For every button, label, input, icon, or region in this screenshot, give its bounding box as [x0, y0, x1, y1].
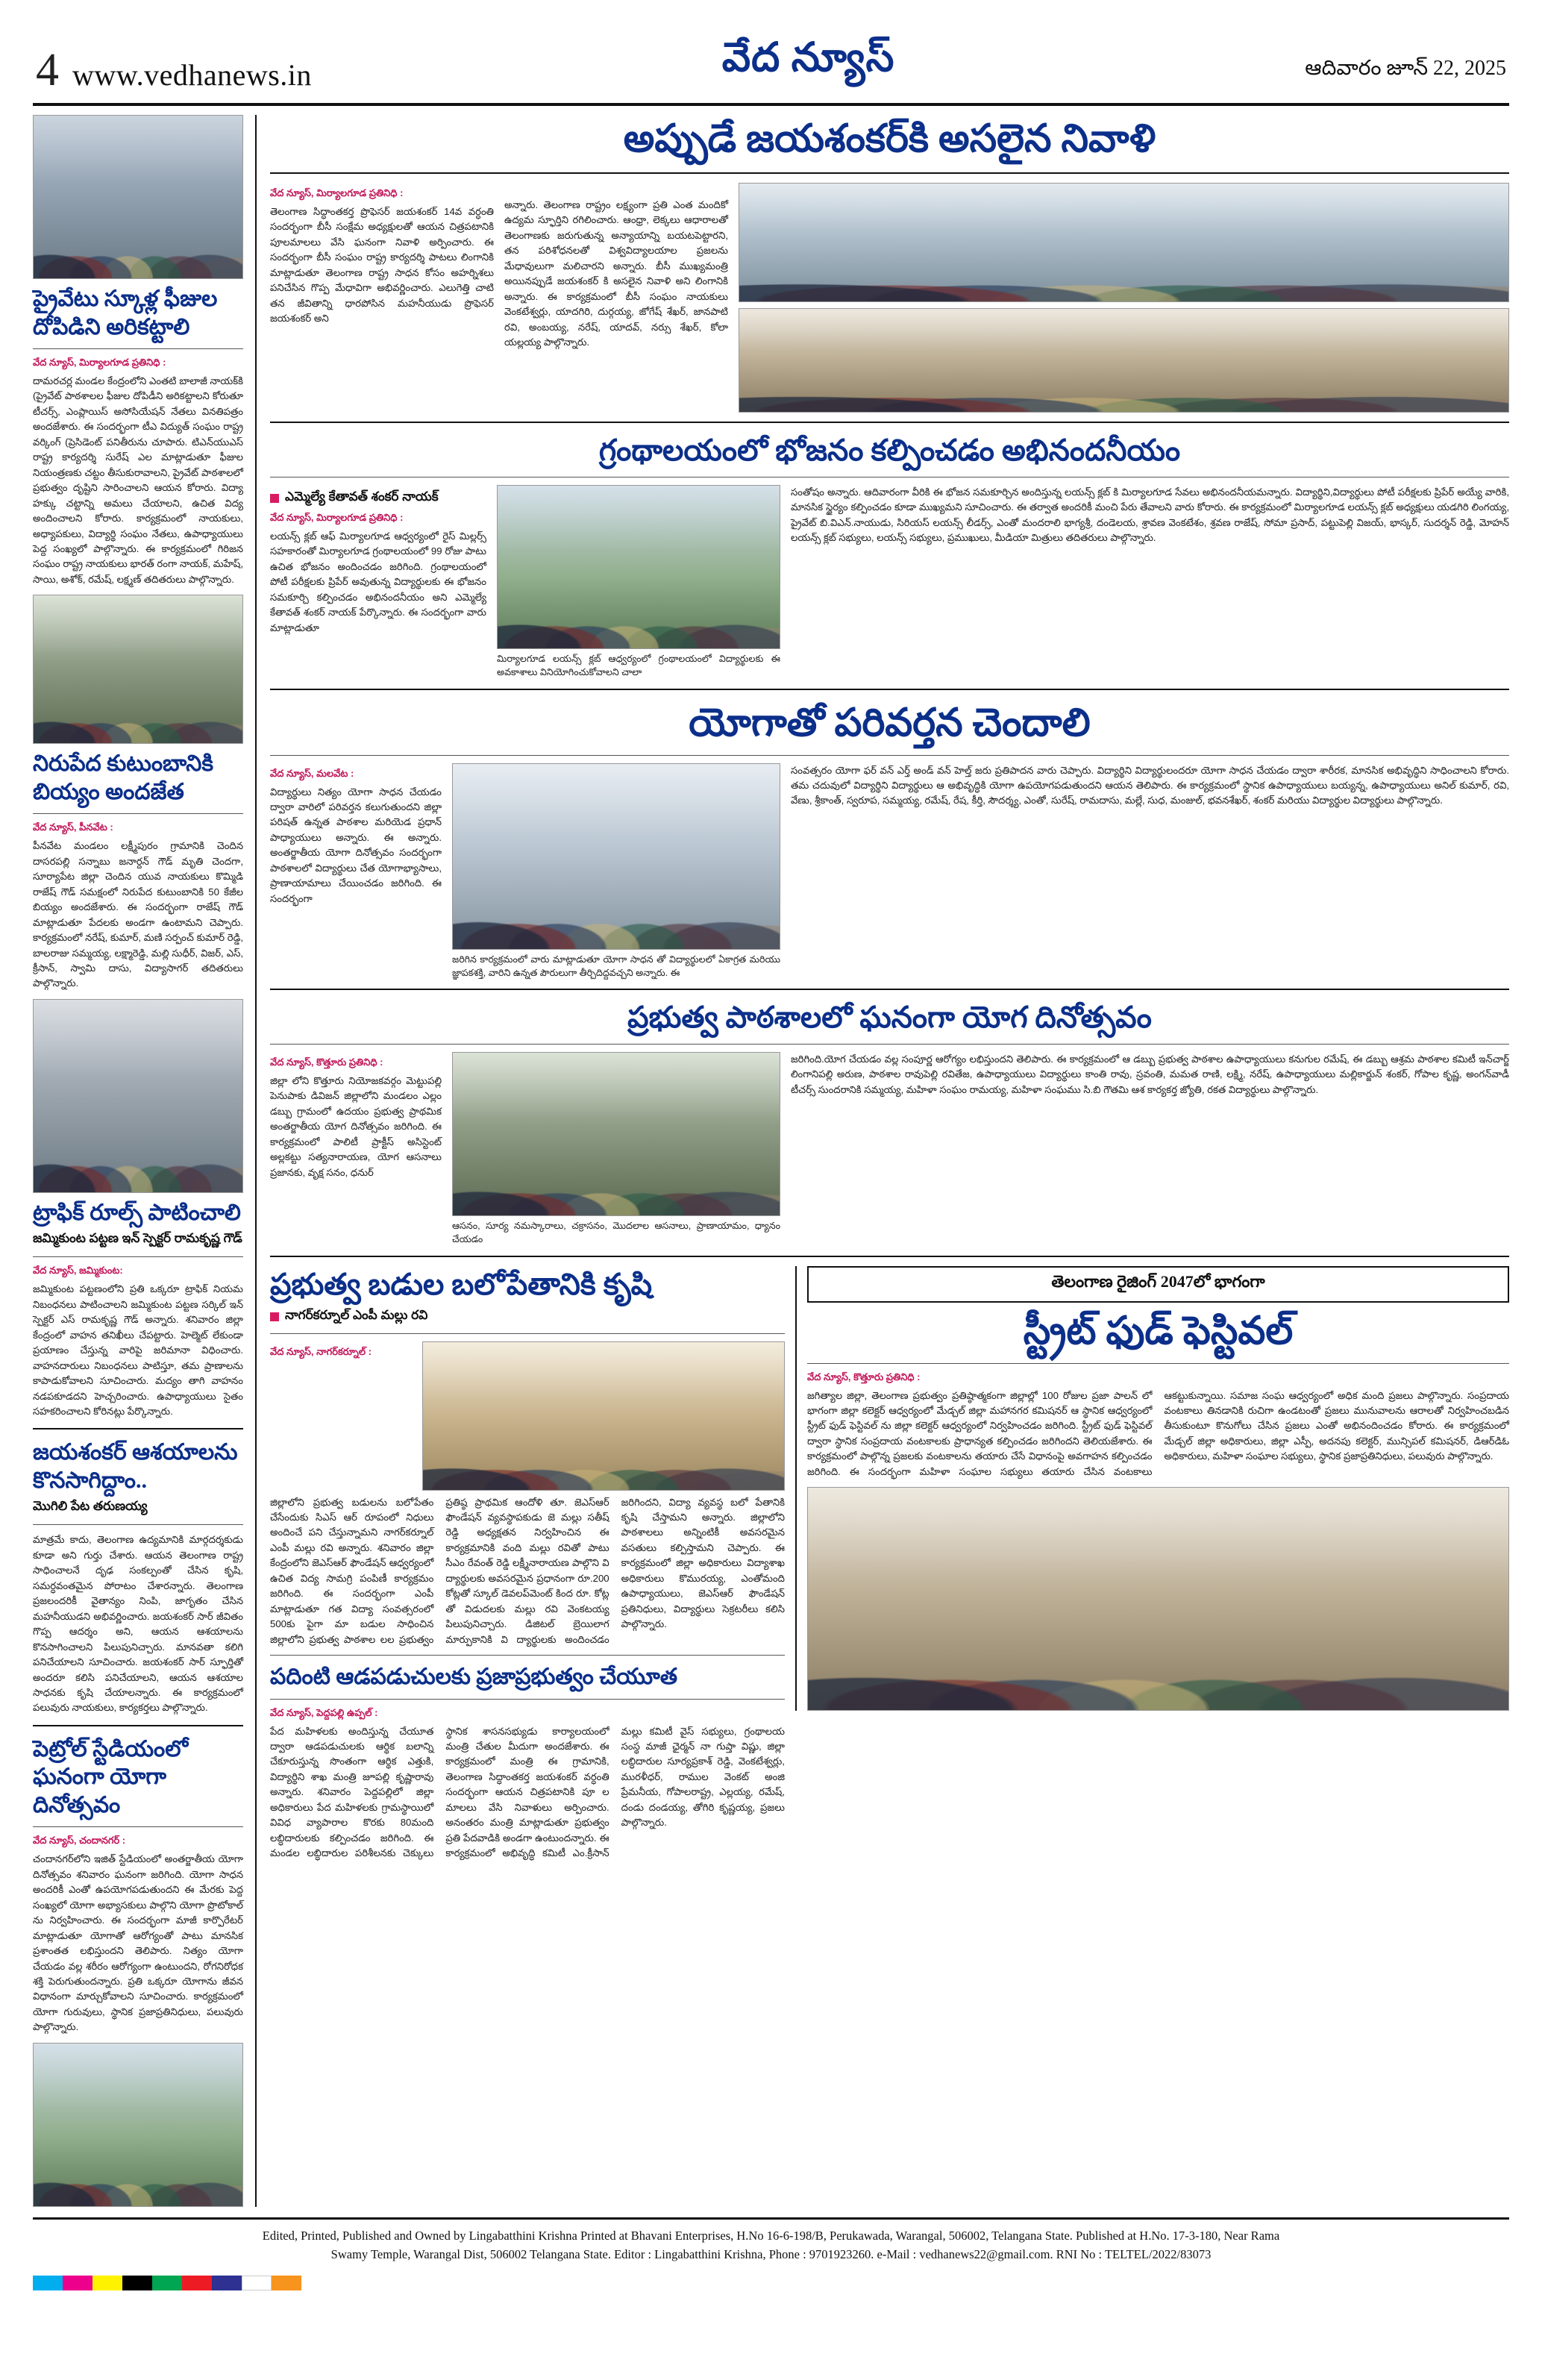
- bottom-section: [270, 1266, 1509, 1861]
- byline: వేద న్యూస్, మిర్యాలగూడ ప్రతినిధి :: [270, 512, 404, 523]
- byline: వేద న్యూస్, జమ్మికుంట:: [33, 1265, 123, 1277]
- headline: పెట్రోల్ స్టేడియంలో ఘనంగా యోగా దినోత్సవం: [33, 1736, 189, 1817]
- story-govt-school-yoga-day: [270, 999, 1509, 1247]
- photo-street-food-festival: [807, 1487, 1509, 1711]
- story-mp-schools: [270, 1266, 785, 1861]
- article-body-cont: సంవత్సరం యోగా ఫర్ వన్ ఎర్త్ అండ్ వన్ హెల్త్ జరు ప్రతిపాదన వారు చెప్పారు. విద్యార్థిని విద్యార్థులందరూ యోగా సాధన చేయడం ద్వారా శారీరక, మానసిక అభివృద్ధిని సాధించాలని కోరారు. తమ చదువులో విద్యార్థిని విద్యార్థులు ఆ అభివృద్ధికి యోగా ఉపయోగపడుతుందని ఆయన తెలిపారు. ఈ కార్యక్రమంలో స్థానిక ఉపాధ్యాయులు బయ్యన్న, ఉపాధ్యాయులు అనిల్ కుమార్, రవి, వేణు, శ్రీకాంత్, స్వరూప, సమ్మయ్య, రమేష్, రేష, కీర్తి, సౌదర్శ్య, ఎంతో, సురేష్, రామదాసు, మల్లే, సుధ, మంజుల్, భవనశేఖర్, శంకర్ మరియు విద్యార్థుల విద్యార్థులు పాల్గొన్నారు.: [791, 764, 1509, 807]
- article-jayashankar-ideals: [33, 1438, 243, 1715]
- subhead-text: జమ్మికుంట పట్టణ ఇన్ స్పెక్టర్ రామకృష్ణ గౌడ్: [33, 1231, 242, 1246]
- article-body: జిల్లా లోని కొత్తూరు నియోజకవర్గం మెట్టుపల్లి పెనుపాకు డివిజన్ జిల్లాలోని మండలం ఎల్లం డబ్బు గ్రామంలో ఉదయం ప్రభుత్వ ప్రాథమిక అంతర్జాతీయ యోగ దినోత్సవం జరిగింది. ఈ కార్యక్రమంలో పాలిటీ ప్రాక్టీస్ అసిస్టెంట్ అల్లకట్టు సత్యనారాయణ, యోగ ఆసనాలు ప్రజానకు, వృక్ష సనం, ధనుర్: [270, 1075, 442, 1178]
- article-body: జగిత్యాల జిల్లా, తెలంగాణ ప్రభుత్వం ప్రతిష్ఠాత్మకంగా జిల్లాల్లో 100 రోజుల ప్రజా పాలన్ లో భాగంగా జిల్లా కలెక్టర్ ఆధ్వర్యంలో మేడ్చల్ జిల్లా మహానగర కమిషనర్ ఆ స్థానిక ఆధ్వర్యంలో స్ట్రీట్ ఫుడ్ ఫెస్టివల్ ను జిల్లా కలెక్టర్ ఆధ్వర్యంలో నిర్వహించడం జరిగింది. స్ట్రీట్ ఫుడ్ ఫెస్టివల్ ద్వారా స్థానిక సంప్రదాయ వంటకాలకు ప్రాధాన్యత కల్పించడం జరిగిందని తెలియజేశారు. ఈ కార్యక్రమంలో పాల్గొన్న ప్రజలకు వంటకాలను తయారు చేసే విధానంపై అవగాహన కల్పించడం జరిగింది. ఈ సందర్భంగా మహిళా సంఘాల సభ్యులు తయారు చేసిన వంటకాలు ఆకట్టుకున్నాయి. సమాజ సంఘ ఆధ్వర్యంలో అధిక మంది ప్రజలు పాల్గొన్నారు. సంప్రదాయ వంటకాలు తినడానికి రుచిగా ఉండటంతో ప్రజలు మునువాలను ఆరాలతో నిర్వహించబడిన తీసుకుంటూ కొనుగోలు చేసిన ప్రజలు ఎంతో అభినందించడం కోరారు. ఈ కార్యక్రమంలో మేడ్చల్ జిల్లా అధికారులు, జిల్లా ఎస్పీ, అదనపు కలెక్టర్, మున్సిపల్ కమిషనర్, డిఆర్‌డిఓ అధికారులు, మహిళా సంఘాల సభ్యులు, స్థానిక ప్రజాప్రతినిధులు, పలువురు పాల్గొన్నారు.: [807, 1389, 1509, 1477]
- headline: నిరుపేద కుటుంబానికి బియ్యం అందజేత: [33, 751, 213, 804]
- article-body-cont: సంతోషం అన్నారు. ఆదివారంగా వీరికి ఈ భోజన సమకూర్చిన అందిస్తున్న లయన్స్ క్లబ్ కి మిర్యాలగూడ సేవలు అభినందనీయమన్నారు. విద్యార్థిని,విద్యార్థులు పోటీ పరీక్షలకు ప్రిపేర్ అయ్యే వారికి, మానసిక స్థైర్యం కల్పించడం కూడా ముఖ్యమని సూచించారు. ఈ తర్వాత అందరికీ మంచి పేరు తేవాలని వారు కోరారు. ఈ కార్యక్రమంలో మిర్యాలగూడ లయన్స్ క్లబ్ అధ్యక్షులు యడగిరి లింగయ్య, ప్రైవేట్ బి.విఎన్.నాయుడు, సిరియస్ లయన్స్ లీడర్స్, ఎంతో మందరాలి భాగ్యశ్రీ, దండెలయ, శ్రావణ వెంకటేశం, శ్రవణ రాజేష్, సోమా ప్రసాద్, పట్టుపెల్లి విజయ్, భాస్కర్, సుదర్శన్ రెడ్డి, మోహన్ లయన్స్ క్లబ్ సభ్యులు, లయన్స్ సభ్యులు, ప్రముఖులు, మీడియా మిత్రులు తదితరులు పాల్గొన్నారు.: [791, 486, 1509, 544]
- kicker-text: తెలంగాణ రైజింగ్ 2047లో భాగంగా: [1051, 1271, 1265, 1291]
- article-body: తెలంగాణ సిద్ధాంతకర్త ప్రొఫెసర్ జయశంకర్ 14వ వర్ధంతి సందర్భంగా బీసీ సంక్షేమ అధ్యక్షులతో ఆయన చిత్రపటానికి పూలమాలలు వేసి ఘనంగా నివాళి అర్పించారు. ఈ సందర్భంగా బీసీ సంఘం రాష్ట్ర కార్యదర్శి పాటలు లింగానికి మాట్లాడుతూ తెలంగాణ రాష్ట్ర సాధన కోసం అహర్నిశలు పనిచేసిన గొప్ప మేధావిగా అభివర్ణించారు. ఎలుగెత్తి చాటి తన జీవితాన్ని ధారపోసిన మహనీయుడు ప్రొఫెసర్ జయశంకర్ అని: [270, 206, 494, 325]
- headline-women-support: పదింటి ఆడపడుచులకు ప్రజాప్రభుత్వం చేయూత: [270, 1665, 678, 1690]
- subhead-text: మొగిలి పేట తరుణయ్య: [33, 1499, 148, 1514]
- story4-text-right: [791, 1052, 1509, 1097]
- photo-traffic-police: [33, 999, 243, 1193]
- color-bar-magenta: [63, 2276, 93, 2290]
- story4-photo-col: [452, 1052, 780, 1247]
- story2-photo-col: [497, 485, 780, 680]
- story2-text-left: [270, 485, 486, 636]
- photo-jsr-foundation-event: [422, 1341, 785, 1491]
- photo-library-meal-serving: [497, 485, 780, 649]
- left-column: [33, 115, 257, 2207]
- article-body: మాత్రమే కాదు, తెలంగాణ ఉద్యమానికి మార్గదర్శకుడు కూడా అని గుర్తు చేశారు. ఆయన తెలంగాణ రాష్ట్ర సాధించాలనే దృఢ సంకల్పంతో చేసిన కృషి, సమర్ధవంతమైన పోరాటం చేశారన్నారు. తెలంగాణ ప్రజలందరికీ వైతాన్యం నింపి, జాగృతం చేసిన మహనీయుడని అభివర్ణించారు. జయశంకర్ సార్ జీవితం గొప్ప ఆదర్శం అని, ఆయన ఆశయాలను కొనసాగించాలని పిలుపునిచ్చారు. మానవతా కలిగి పనిచేయాలని సూచించారు. జయశంకర్ సార్ స్ఫూర్తితో అందరూ కలిసి పనిచేయాలని, ఆయన ఆశయాల సాధనకు కృషి చేయాలన్నారు. ఈ కార్యక్రమంలో పలువురు నాయకులు, కార్యకర్తలు పాల్గొన్నారు.: [33, 1534, 243, 1714]
- article-body: విద్యార్థులు నిత్యం యోగా సాధన చేయడం ద్వారా వారిలో పరివర్తన కలుగుతుందని జిల్లా పరిషత్ ఉన్నత పాఠశాల మరియెడ ప్రధాన్ పాధ్యాయులు అన్నారు. ఈ అన్నారు. అంతర్జాతీయ యోగా దినోత్సవం సందర్భంగా పాఠశాలలో విద్యార్థులు చేత యోగాభ్యాసాలు, ప్రాణాయామాలు చేయించడం జరిగింది. ఈ సందర్భంగా: [270, 786, 442, 904]
- byline: వేద న్యూస్, కొత్తూరు ప్రతినిధి :: [807, 1371, 921, 1382]
- headline: యోగాతో పరివర్తన చెందాలి: [689, 701, 1091, 745]
- photo-caption: జరిగిన కార్యక్రమంలో వారు మాట్లాడుతూ యోగా సాధన తో విద్యార్థులలో ఏకాగ్రత మరియు జ్ఞాపకశక్తి, వారిని ఉన్నత పౌరులుగా తీర్చిదిద్దవచ్చని అన్నారు. ఈ: [452, 953, 780, 978]
- byline: వేద న్యూస్, మలవేట :: [270, 767, 354, 779]
- subheadline: [270, 489, 486, 507]
- article-traffic-rules: [33, 1199, 243, 1420]
- story2-text-right: [791, 485, 1509, 546]
- article-body: జిల్లాలోని ప్రభుత్వ బడులను బలోపేతం చేసేందుకు సిఎస్ ఆర్ రూపంలో నిధులు అందించే పని చేస్తున్నామని నాగర్‌కర్నూల్ ఎంపీ మల్లు రవి అన్నారు. శనివారం జిల్లా కేంద్రంలోని జెఎస్ఆర్ ఫౌండేషన్ ఆధ్వర్యంలో ఉచిత విద్య సామగ్రి పంపిణీ కార్యక్రమం జరిగింది. ఈ సందర్భంగా ఎంపీ మాట్లాడుతూ గత విద్యా సంవత్సరంలో 500కు పైగా మా బడుల సాధించిన జిల్లాలోని ప్రభుత్వ పాఠశాల లల ప్రభుత్వం ప్రతిష్ఠ ప్రాథమిక ఆందోళి తూ. జెఎస్ఆర్ ఫౌండేషన్ వ్యవస్థాపకుడు జె మల్లు సతీష్ రెడ్డి అధ్యక్షతన నిర్వహించిన ఈ కార్యక్రమానికి వంది మల్లు రవితో పాటు సీఎం రేవంత్ రెడ్డి లక్ష్మీనారాయణ పాల్గొని వి ద్యార్థులకు అవసరమైన ప్రధానంగా రూ.200 కోట్లతో స్కూల్ డెవలప్‌మెంట్ కింద రూ. కోట్ల తో విడుదలకు మల్లు రవి వెంకటయ్య పిలుపునిచ్చారు. డిజిటల్ బ్రెయిలాగ మార్పుకానికి వి ద్యార్థులకు అందించడం జరిగిందని, విద్యా వ్యవస్థ బలో పేతానికి కృషి చేస్తామని అన్నారు. జిల్లాలోని పాఠశాలలు అన్నింటికీ అవసరమైన వసతులు కల్పిస్తామని చెప్పారు. ఈ కార్యక్రమంలో జిల్లా అధికారులు విద్యాశాఖ అధికారులు కొమురయ్య, ఎంతోమంది ఉపాధ్యాయులు, జెఎస్ఆర్ ఫౌండేషన్ ప్రతినిధులు, విద్యార్థులు సెక్రటరీలు కలిసి పాల్గొన్నారు.: [270, 1496, 785, 1645]
- story2-row: [270, 485, 1509, 680]
- bullet-square-icon: [270, 494, 279, 503]
- headline: స్ట్రీట్ ఫుడ్ ఫెస్టివల్: [1023, 1309, 1294, 1353]
- color-bar-white: [242, 2276, 272, 2290]
- byline: వేద న్యూస్, మిర్యాలగూడ ప్రతినిధి :: [270, 187, 404, 198]
- photo-yoga-stadium: [33, 2043, 243, 2207]
- color-bar-cyan: [33, 2276, 63, 2290]
- story3-row: [270, 763, 1509, 980]
- photo-caption: ఆసనం, సూర్య నమస్కారాలు, చక్రాసనం, మొదలాల ఆసనాలు, ప్రాణాయామం, ధ్యానం చేయడం: [452, 1221, 780, 1245]
- article-body: జమ్మికుంట పట్టణంలోని ప్రతి ఒక్కరూ ట్రాఫిక్ నియమ నిబంధనలు పాటించాలని జమ్మికుంట పట్టణ సర్కిల్ ఇన్ స్పెక్టర్ ఎస్ రామకృష్ణ గౌడ్ అన్నారు. శనివారం జిల్లా కేంద్రంలో వాహన తనిఖీలు చేపట్టారు. హెల్మెట్ లేకుండా ప్రయాణం చేస్తున్న వారిపై జరిమానా విధించారు. వాహనదారులు నిబంధనలు పాటిస్తూ, తమ ప్రాణాలను కాపాడుకోవాలని సూచించారు. మద్యం తాగి వాహనం నడపకూడదని హెచ్చరించారు. ఉపాధ్యాయులు సైతం సహకరించాలని కోరినట్లు పేర్కొన్నారు.: [33, 1283, 243, 1417]
- photo-caption: మిర్యాలగూడ లయన్స్ క్లబ్ ఆధ్వర్యంలో గ్రంథాలయంలో విద్యార్థులకు ఈ అవకాశాలు వినియోగించుకోవాలని చాలా: [497, 654, 780, 678]
- story4-row: [270, 1052, 1509, 1247]
- story5-text: [270, 1341, 412, 1363]
- color-bar-red: [182, 2276, 212, 2290]
- byline: వేద న్యూస్, మిర్యాలగూడ ప్రతినిధి :: [33, 357, 166, 368]
- byline: వేద న్యూస్, పెద్దపల్లి ఉప్పల్ :: [270, 1706, 378, 1718]
- photo-yoga-session: [452, 763, 780, 950]
- story-library-meals: [270, 432, 1509, 680]
- footer-imprint: [33, 2217, 1509, 2269]
- publication-title: వేద న్యూస్: [721, 35, 895, 80]
- subhead-text: నాగర్‌కర్నూల్ ఎంపీ మల్లు రవి: [285, 1307, 428, 1322]
- headline: గ్రంథాలయంలో భోజనం కల్పించడం అభినందనీయం: [598, 433, 1181, 467]
- headline: జయశంకర్ ఆశయాలను కొనసాగిద్దాం..: [33, 1440, 238, 1493]
- headline: ట్రాఫిక్ రూల్స్ పాటించాలి: [33, 1200, 241, 1225]
- color-bar-orange: [272, 2276, 301, 2290]
- kicker-box: [807, 1266, 1509, 1303]
- story5-photo-col: [422, 1341, 785, 1491]
- lead-text-left: [270, 183, 494, 327]
- story-yoga-transformation: [270, 699, 1509, 980]
- photo-school-yoga: [452, 1052, 780, 1216]
- lead-story: [270, 115, 1509, 413]
- byline: వేద న్యూస్, నాగర్‌కర్నూల్ :: [270, 1345, 372, 1357]
- photo-garland-tribute-1: [739, 183, 1509, 302]
- subhead-text: ఎమ్మెల్యే కేతావత్ శంకర్ నాయక్: [285, 489, 439, 504]
- byline: వేద న్యూస్, చందానగర్ :: [33, 1835, 126, 1847]
- subheadline: [33, 1499, 243, 1517]
- photo-felicitation: [33, 115, 243, 279]
- byline: వేద న్యూస్, పీనవేట :: [33, 821, 113, 833]
- bullet-square-icon: [270, 1312, 279, 1321]
- color-bar-black: [122, 2276, 152, 2290]
- headline: ప్రైవేటు స్కూళ్ల ఫీజుల దోపిడిని అరికట్టాలి: [33, 286, 218, 339]
- article-rice-donation: [33, 750, 243, 992]
- page-number: 4: [36, 45, 59, 95]
- story3-text-left: [270, 763, 442, 907]
- masthead-left: [36, 45, 312, 95]
- page-body: [33, 106, 1509, 2207]
- lead-row: [270, 183, 1509, 413]
- footer-line-1: Edited, Printed, Published and Owned by Lingabatthini Krishna Printed at Bhavani Enterprises, H.No 16-6-198/B, Perukawada, Warangal, 506002, Telangana State. Published at H.No. 17-3-180, Near Rama: [262, 2228, 1280, 2243]
- color-bar-green: [152, 2276, 182, 2290]
- lead-headline: అప్పుడే జయశంకర్‌కి అసలైన నివాళి: [623, 118, 1156, 160]
- article-private-school-fees: [33, 285, 243, 587]
- article-body: లయన్స్ క్లబ్ ఆఫ్ మిర్యాలగూడ ఆధ్వర్యంలో రైస్ మిల్లర్స్ సహకారంతో మిర్యాలగూడ గ్రంథాలయంలో 99 రోజు పాటు ఉచిత భోజనం అందించడం జరిగింది. గ్రంథాలయంలో పోటీ పరీక్షలకు ప్రిపేర్ అవుతున్న విద్యార్థులకు ఈ భోజనం సమకూర్చి కల్పించడం అభినందనీయం అని ఎమ్మెల్యే కేతావత్ శంకర్ నాయక్ పేర్కొన్నారు. ఈ సందర్భంగా వారు మాట్లాడుతూ: [270, 530, 486, 633]
- subheadline: [270, 1308, 785, 1326]
- article-body: పీనవేట మండలం లక్ష్మీపురం గ్రామానికి చెందిన దాసరపల్లి సన్నాబు జనార్దన్ గౌడ్ మృతి చెందగా, సూర్యాపేట జిల్లా చెందిన యువ నాయకులు కొమ్మిడి రాజేష్ గౌడ్ సమక్షంలో నిరుపేద కుటుంబానికి 50 కేజీల బియ్యం అందజేశారు. ఈ సందర్భంగా రాజేష్ గౌడ్ మాట్లాడుతూ పేదలకు అండగా ఉంటామని చెప్పారు. కార్యక్రమంలో నరేష్, కుమార్, మణి సర్పంచ్ కుమార్ రెడ్డి, బాలరాజు సమ్మయ్య, లక్ష్మారెడ్డి, మల్లి సుధీర్, విజర్, ఎస్, క్రీసాన్, స్వామి దాసు, విద్యాసాగర్ తదితరులు పాల్గొన్నారు.: [33, 840, 243, 989]
- article-petrol-stadium-yoga: [33, 1735, 243, 2035]
- lead-photos: [739, 183, 1509, 413]
- photo-garland-tribute-2: [739, 308, 1509, 413]
- story3-text-right: [791, 763, 1509, 809]
- color-bar-yellow: [93, 2276, 122, 2290]
- byline: వేద న్యూస్, కొత్తూరు ప్రతినిధి :: [270, 1056, 383, 1068]
- story4-text-left: [270, 1052, 442, 1180]
- color-registration-bars: [33, 2276, 301, 2290]
- headline: ప్రభుత్వ బడుల బలోపేతానికి కృషి: [270, 1267, 653, 1301]
- article-body-cont: జరిగింది.యోగ చేయడం వల్ల సంపూర్ణ ఆరోగ్యం లభిస్తుందని తెలిపారు. ఈ కార్యక్రమంలో ఆ డబ్బు ప్రభుత్వ పాఠశాల ఉపాధ్యాయులు కనుగుల రమేష్, ఈ డబ్బు ఆశ్రమ పాఠశాల కమిటీ ఇన్‌చార్జ్ లింగానిపల్లి అరుణ, పాఠశాల రావుపెల్లి రవితేజ, ఉపాధ్యాయులు విద్యార్థులు కాంతి రావు, స్రవంతి, మమత రాణి, లక్ష్మి, నరేష్, ఉపాధ్యాయులు మల్లికార్జున్ శంకర్, గోపాల కృష్ణ, అంగన్‌వాడీ టీచర్స్ సుందరానికి సమ్మయ్య, మహిళా సంఘం రామయ్య, మహిళా సంఘము సి.బి గౌతమి ఆశ కార్యకర్త జ్యోతి, రకత విద్యార్థులు పాల్గొన్నారు.: [791, 1053, 1509, 1095]
- color-bar-blue: [212, 2276, 242, 2290]
- photo-rice-distribution: [33, 595, 243, 744]
- story3-photo-col: [452, 763, 780, 980]
- subheadline: [33, 1231, 243, 1249]
- main-column: [257, 115, 1509, 2207]
- masthead: [33, 28, 1509, 106]
- story-street-food-festival: [795, 1266, 1509, 1712]
- website-url[interactable]: www.vedhanews.in: [72, 58, 312, 92]
- footer-line-2: Swamy Temple, Warangal Dist, 506002 Telangana State. Editor : Lingabatthini Krishna, Phone : 9701923260. e-Mail : vedhanews22@gmail.com. RNI No : TELTEL/2022/83073: [330, 2246, 1212, 2261]
- article-body-cont: అన్నారు. తెలంగాణ రాష్ట్రం లక్ష్యంగా ప్రతి ఎంత మందికో ఉద్యమ స్ఫూర్తిని రగిలించారు. ఆంధ్రా, లెక్కలు ఆధారాలతో తెలంగాణకు జరుగుతున్న అన్యాయాన్ని బయటపెట్టారని, తన పరిశోధనలతో విశ్వవిద్యాలయాల ప్రజలను మేధావులుగా మలిచారని అన్నారు. బీసీ ముఖ్యమంత్రి అయినప్పుడే జయశంకర్ కి అసలైన నివాళి అని లింగానికి అన్నారు. ఈ కార్యక్రమంలో బీసీ సంఘం నాయకులు వెంకటేశ్వర్లు, యాదగిరి, దుర్గయ్య, జోగేష్ శేఖర్, జానపాటి రవి, అంబయ్య, నరేష్, యాదవ్, నర్సు శేఖర్, కోలా యల్లయ్య పాల్గొన్నారు.: [504, 199, 728, 348]
- article-body: దామరచర్ల మండల కేంద్రంలోని ఎంతటి బాలాజీ నాయక్‌కి (ప్రైవేట్ పాఠశాలల ఫీజుల దోపిడీని అరికట్టాలని కోరుతూ టీచర్స్, ఎంప్లాయిస్ అసోసియేషన్ నేతలు వినతిపత్రం అందజేశారు. ఈ సందర్భంగా టీఎ విద్యుత్ సంఘం రాష్ట్ర వర్కింగ్ (ప్రెసిడెంట్ పనితీరును చూపారు. టిఎన్‌యుఎస్ రాష్ట్ర కార్యదర్శి సురేష్ ఎల మాట్లాడుతూ ఫీజుల నియంత్రణకు చట్టం తీసుకురావాలని, ప్రైవేట్ పాఠశాలలో ప్రభుత్వం దృష్టిని సారించాలని ఆయన కోరారు. విద్యా హక్కు చట్టాన్ని అమలు చేయాలని, ఉచిత విద్య అందించాలని కోరారు. కార్యక్రమంలో నాయకులు, అధ్యాపకులు, విద్యార్థి సంఘం నేతలు, ఉపాధ్యాయులు పెద్ద సంఖ్యలో పాల్గొన్నారు. ఈ కార్యక్రమంలో గిరిజన సంఘం రాష్ట్ర నాయకులు భారత్ రంగా నాయక్, మహేష్, సాయి, అశోక్, రమేష్, లక్ష్మణ్ తదితరులు పాల్గొన్నారు.: [33, 375, 243, 585]
- publication-date: ఆదివారం జూన్ 22, 2025: [1305, 57, 1506, 80]
- lead-text-right: [504, 183, 728, 351]
- article-body-women-support: పేద మహిళలకు అందిస్తున్న చేయూత ద్వారా ఆడపడుచులకు ఆర్థిక బలాన్ని చేకూరుస్తున్న సొంతంగా ఆర్థిక ఎత్తుకి, విద్యార్థిని శాఖ మంత్రి జూపల్లి కృష్ణారావు అన్నారు. శనివారం పెద్దపల్లిలో జిల్లా అధికారులు పేద మహిళలకు గ్రామస్థాయిలో వివిధ వ్యాపారాల కొరకు 80మంది లబ్ధిదారులకు కల్పించడం జరిగింది. ఈ మండల లబ్ధిదారుల పరిశీలనకు చెక్కులు స్థానిక శాసనసభ్యుడు కార్యాలయంలో మంత్రి చేతుల మీదుగా అందజేశారు. ఈ కార్యక్రమంలో మంత్రి ఈ గ్రామానికి, తెలంగాణ సిద్ధాంతకర్త జయశంకర్ వర్ధంతి సందర్భంగా ఆయన చిత్రపటానికి పూ ల మాలలు వేసి నివాళులు అర్పించారు. అనంతరం మంత్రి మాట్లాడుతూ ప్రభుత్వం ప్రతి పేదవాడికి అండగా ఉంటుందన్నారు. ఈ కార్యక్రమంలో అభివృద్ధి కమిటీ ఎం.క్రీసాన్ మల్లు కమిటీ వైస్ సభ్యులు, గ్రంథాలయ సంస్థ మాజీ ఛైర్మన్ నా గుప్తా విష్ణు, జిల్లా లబ్ధిదారుల సూర్యప్రకాశ్ రెడ్డి, వెంకటేశ్వర్లు, మురళీధర్, రాముల వెంకట్ అంజి ప్రేమనీయ, గోపాలరాష్ట్ర, ఎల్లయ్య, రమేష్, దండు దండయ్య, తోగిరి కృష్ణయ్య, ప్రజలు పాల్గొన్నారు.: [270, 1725, 785, 1859]
- story5-row: [270, 1341, 785, 1491]
- headline: ప్రభుత్వ పాఠశాలలో ఘనంగా యోగ దినోత్సవం: [627, 1000, 1152, 1034]
- article-body: చందానగర్‌లోని ఇజిత్ స్టేడియంలో అంతర్జాతీయ యోగా దినోత్సవం శనివారం ఘనంగా జరిగింది. యోగా సాధన అందరికీ ఎంతో ఉపయోగపడుతుందని ఈ మేరకు పెద్ద సంఖ్యలో యోగా అభ్యాసకులు పాల్గొని యోగా ప్రొటోకాల్ ను నిర్వహించారు. ఈ సందర్భంగా మాజీ కార్పొరేటర్ మాట్లాడుతూ యోగాతో ఆరోగ్యంతో పాటు మానసిక ప్రశాంతత లభిస్తుందని తెలిపారు. నిత్యం యోగా చేయడం వల్ల శరీరం ఆరోగ్యంగా ఉంటుందని, రోగనిరోధక శక్తి పెరుగుతుందన్నారు. ప్రతి ఒక్కరూ యోగాను జీవన విధానంగా మార్చుకోవాలని సూచించారు. కార్యక్రమంలో యోగా గురువులు, స్థానిక ప్రజాప్రతినిధులు, పలువురు పాల్గొన్నారు.: [33, 1853, 243, 2033]
